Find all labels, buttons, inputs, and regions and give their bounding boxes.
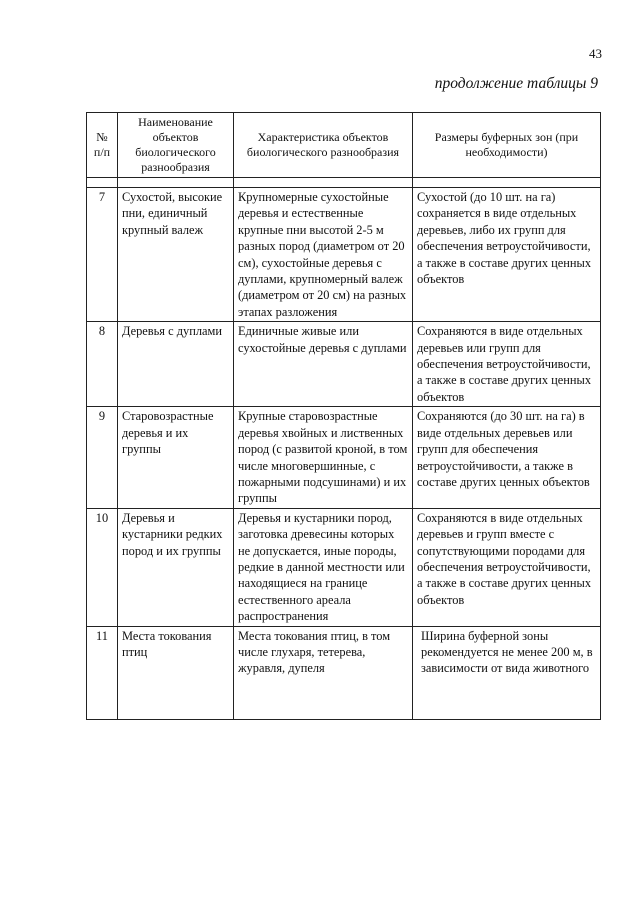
biodiversity-table [86,112,601,720]
object-characteristic: Крупномерные сухостойные деревья и естественные крупные пни высотой 2-5 м разных пород (диаметром от 20 см), сухостойные деревья с дуплами, крупномерный валеж (диаметром от 20 см) на разных этапах разложения [234,188,413,322]
table-row [87,322,601,407]
header-buffer-size: Размеры буферных зон (при необходимости) [413,113,601,178]
header-characteristic: Характеристика объектов биологического разнообразия [234,113,413,178]
buffer-zone: Сохраняются в виде отдельных деревьев и групп вместе с сопутствующими породами для обеспечения ветроустойчивости, а также в составе других ценных объектов [413,508,601,626]
table-row [87,626,601,719]
header-object-name: Наименование объектов биологического разнообразия [118,113,234,178]
object-name: Деревья с дуплами [118,322,234,407]
object-name: Места токования птиц [118,626,234,719]
page-number: 43 [589,46,602,61]
row-number: 11 [87,626,118,719]
object-name: Старовозрастные деревья и их группы [118,407,234,508]
row-number: 8 [87,322,118,407]
buffer-zone: Сухостой (до 10 шт. на га) сохраняется в виде отдельных деревьев, либо их групп для обеспечения ветроустойчивости, а также в составе других ценных объектов [413,188,601,322]
table-row [87,407,601,508]
table-row [87,188,601,322]
header-number: № п/п [87,113,118,178]
object-characteristic: Деревья и кустарники пород, заготовка древесины которых не допускается, иные породы, редкие в данной местности или находящиеся на границе естественного ареала распространения [234,508,413,626]
table-header-row [87,113,601,178]
table-row [87,508,601,626]
buffer-zone: Сохраняются в виде отдельных деревьев или групп для обеспечения ветроустойчивости, а также в составе других ценных объектов [413,322,601,407]
object-characteristic: Места токования птиц, в том числе глухаря, тетерева, журавля, дупеля [234,626,413,719]
object-name: Деревья и кустарники редких пород и их группы [118,508,234,626]
row-number: 9 [87,407,118,508]
continuation-title: продолжение таблицы 9 [434,75,598,92]
row-number: 7 [87,188,118,322]
buffer-zone: Ширина буферной зоны рекомендуется не менее 200 м, в зависимости от вида животного [413,626,601,719]
object-characteristic: Крупные старовозрастные деревья хвойных и лиственных пород (с развитой кроной, в том числе многовершинные, с пожарными подсушинами) и их группы [234,407,413,508]
object-name: Сухостой, высокие пни, единичный крупный валеж [118,188,234,322]
buffer-zone: Сохраняются (до 30 шт. на га) в виде отдельных деревьев или групп для обеспечения ветроустойчивости, а также в составе других ценных объектов [413,407,601,508]
object-characteristic: Единичные живые или сухостойные деревья с дуплами [234,322,413,407]
spacer-row [87,178,601,188]
row-number: 10 [87,508,118,626]
